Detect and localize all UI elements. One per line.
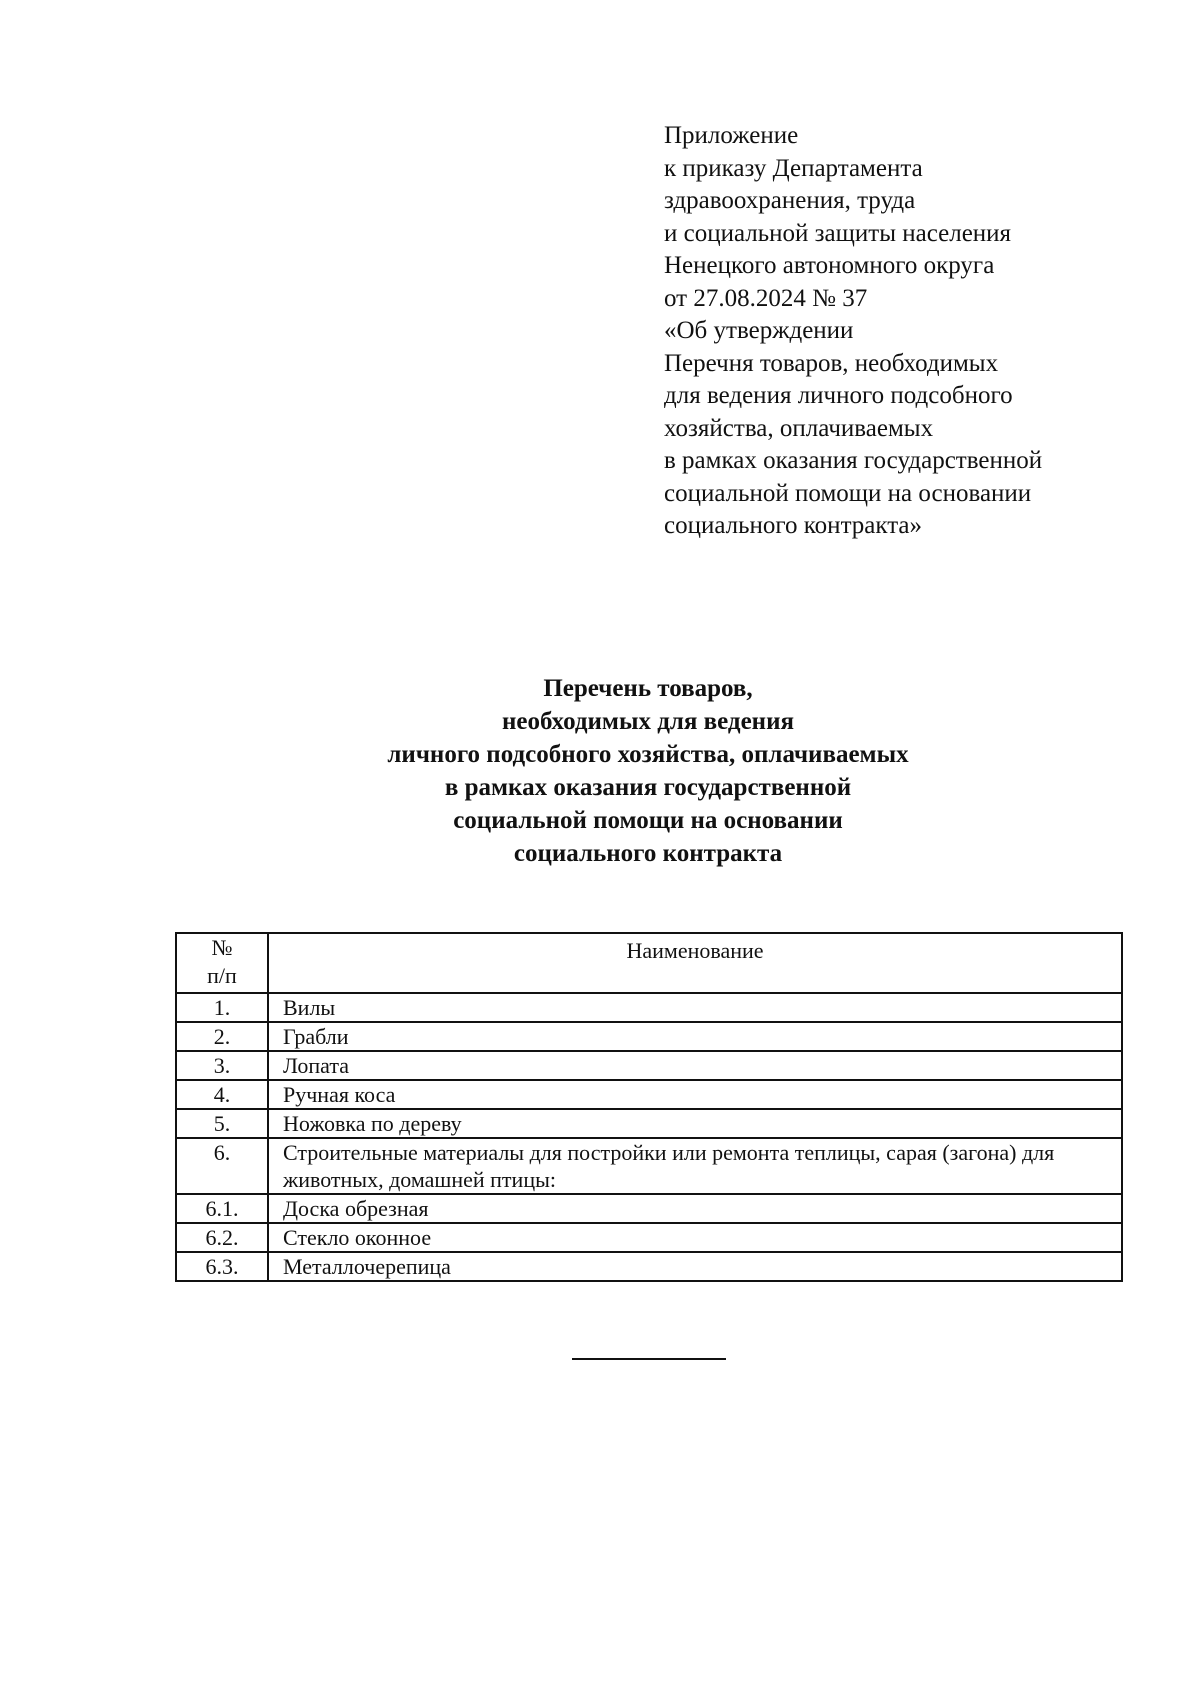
row-number: 3. xyxy=(176,1051,268,1080)
goods-table xyxy=(175,932,1123,1282)
table-row xyxy=(176,1252,1122,1281)
row-number: 5. xyxy=(176,1109,268,1138)
table-row xyxy=(176,1223,1122,1252)
row-name: Грабли xyxy=(268,1022,1122,1051)
row-number: 6.2. xyxy=(176,1223,268,1252)
appendix-line: социальной помощи на основании xyxy=(664,479,1032,507)
row-name: Стекло оконное xyxy=(268,1223,1122,1252)
row-number: 6. xyxy=(176,1138,268,1194)
appendix-line: к приказу Департамента xyxy=(664,154,923,182)
appendix-line: Приложение xyxy=(664,122,799,149)
row-name: Ручная коса xyxy=(268,1080,1122,1109)
row-number: 6.3. xyxy=(176,1252,268,1281)
title-line: необходимых для ведения xyxy=(501,708,795,735)
table-row xyxy=(176,1022,1122,1051)
appendix-line: в рамках оказания государственной xyxy=(664,447,1043,474)
table-row xyxy=(176,1109,1122,1138)
header-name-cell: Наименование xyxy=(268,933,1122,993)
title-line: социального контракта xyxy=(513,840,783,867)
header-number-cell xyxy=(176,933,268,993)
table-row xyxy=(176,993,1122,1022)
appendix-line: и социальной защиты населения xyxy=(664,219,1012,247)
appendix-line: «Об утверждении xyxy=(664,317,854,344)
table-header-row xyxy=(176,933,1122,993)
table-row xyxy=(176,1194,1122,1223)
row-name: Металлочерепица xyxy=(268,1252,1122,1281)
row-name: Ножовка по дереву xyxy=(268,1109,1122,1138)
row-number: 4. xyxy=(176,1080,268,1109)
row-name: Лопата xyxy=(268,1051,1122,1080)
appendix-line: хозяйства, оплачиваемых xyxy=(664,414,934,442)
header-number-symbol: № xyxy=(211,935,233,960)
row-name: Строительные материалы для постройки или ремонта теплицы, сарая (загона) для животных, домашней птицы: xyxy=(268,1138,1122,1194)
document-title xyxy=(0,672,1200,870)
appendix-line: здравоохранения, труда xyxy=(664,187,916,214)
appendix-block xyxy=(664,120,1124,543)
table-row xyxy=(176,1080,1122,1109)
appendix-line: социального контракта» xyxy=(664,512,923,539)
title-line: Перечень товаров, xyxy=(543,675,753,702)
header-number-abbr: п/п xyxy=(207,963,237,988)
table-row xyxy=(176,1138,1122,1194)
appendix-line: для ведения личного подсобного xyxy=(664,382,1013,409)
title-line: социальной помощи на основании xyxy=(453,807,843,834)
closing-separator-line xyxy=(572,1358,726,1360)
appendix-line: Перечня товаров, необходимых xyxy=(664,349,999,377)
title-line: в рамках оказания государственной xyxy=(444,774,852,801)
title-line: личного подсобного хозяйства, оплачиваемых xyxy=(387,741,909,768)
table-row xyxy=(176,1051,1122,1080)
row-name: Доска обрезная xyxy=(268,1194,1122,1223)
row-number: 2. xyxy=(176,1022,268,1051)
appendix-line: от 27.08.2024 № 37 xyxy=(664,284,868,312)
row-number: 6.1. xyxy=(176,1194,268,1223)
row-name: Вилы xyxy=(268,993,1122,1022)
appendix-line: Ненецкого автономного округа xyxy=(664,252,995,279)
row-number: 1. xyxy=(176,993,268,1022)
